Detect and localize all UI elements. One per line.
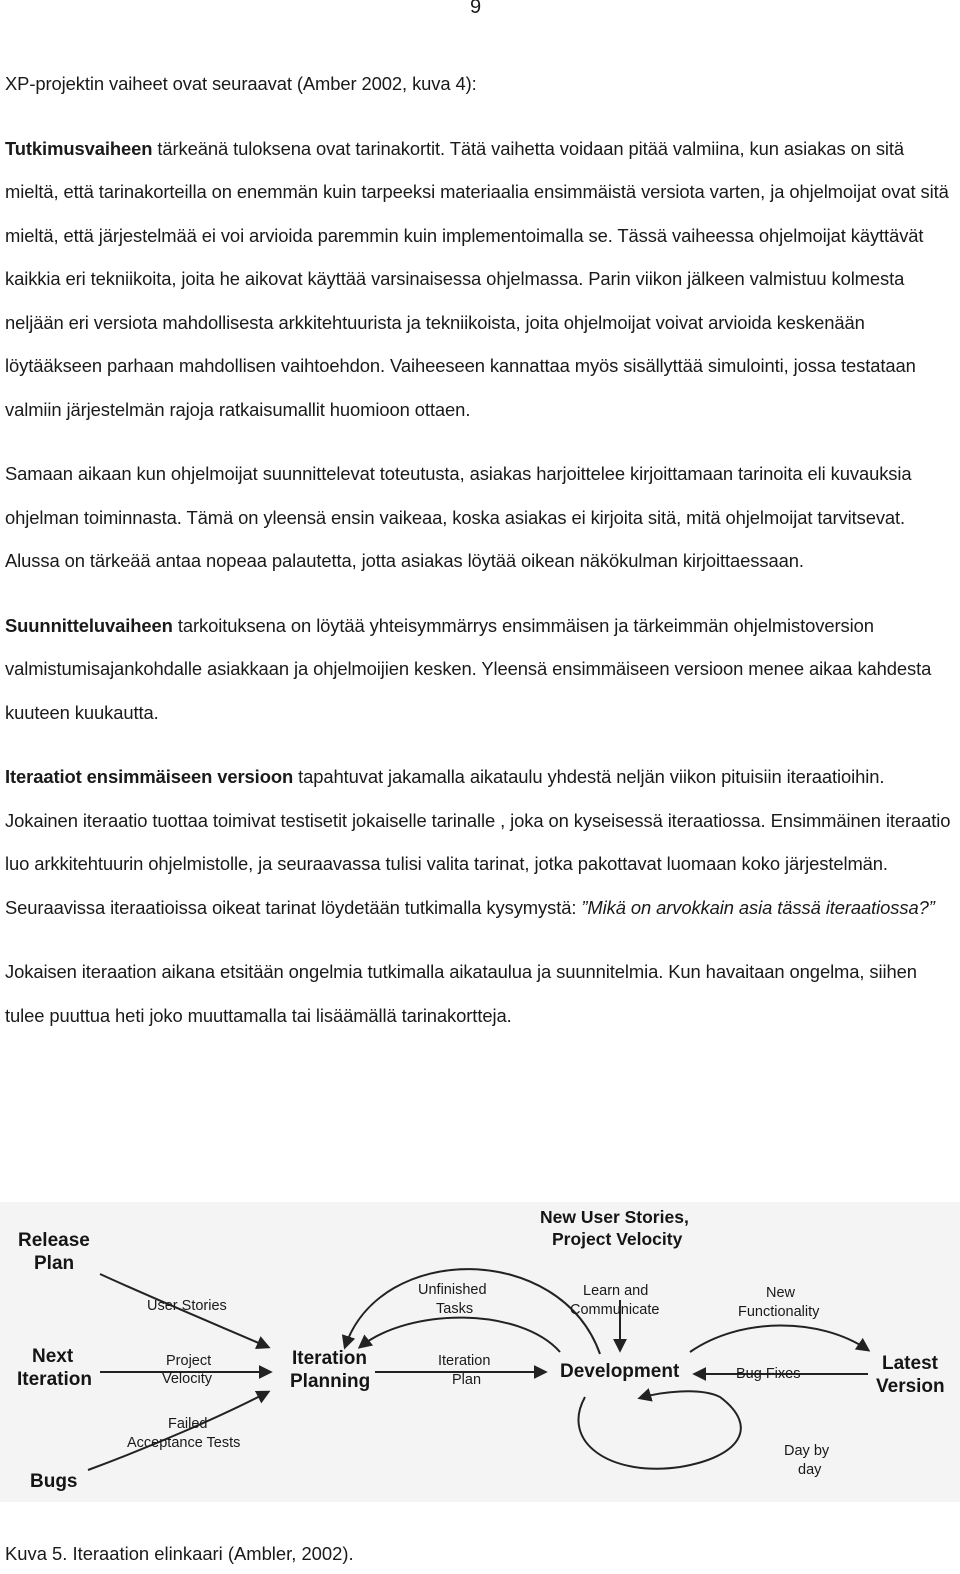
intro-paragraph: XP-projektin vaiheet ovat seuraavat (Amber 2002, kuva 4): xyxy=(5,73,477,94)
paragraph-problems: Jokaisen iteraation aikana etsitään ongelmia tutkimalla aikataulua ja suunnitelmia. Kun havaitaan ongelma, siihen tulee puuttua heti joko muuttamalla tai lisäämällä tarinakortteja. xyxy=(5,961,917,1026)
label-new-stories-line-1: New User Stories, xyxy=(540,1207,689,1227)
node-release-plan-line-1: Release xyxy=(18,1230,90,1251)
label-learn-line-2: Communicate xyxy=(570,1302,660,1318)
label-day-by-day-line-1: Day by xyxy=(784,1443,830,1459)
quoted-question: ”Mikä on arvokkain asia tässä iteraatiossa?” xyxy=(581,896,935,918)
label-bug-fixes: Bug Fixes xyxy=(736,1366,801,1382)
iteration-lifecycle-diagram xyxy=(0,1202,960,1502)
label-failed-tests-line-1: Failed xyxy=(168,1416,208,1432)
arrow-development-to-latest xyxy=(690,1325,868,1352)
paragraph-research-phase xyxy=(5,127,955,432)
paragraph-planning-text: tarkoituksena on löytää yhteisymmärrys ensimmäisen ja tärkeimmän ohjelmistoversion valmistumisajankohdalle asiakkaan ja ohjelmoijien kesken. Yleensä ensimmäiseen versioon menee aikaa kahdesta kuuteen kuukautta. xyxy=(5,614,932,723)
document-body xyxy=(5,62,955,1037)
page-number: 9 xyxy=(470,0,482,18)
arrow-development-to-planning-unfinished xyxy=(360,1318,560,1352)
label-day-by-day-line-2: day xyxy=(798,1462,822,1478)
paragraph-research-text: tärkeänä tuloksena ovat tarinakortit. Tätä vaihetta voidaan pitää valmiina, kun asiakas on sitä mieltä, että tarinakorteilla on enemmän kuin tarpeeksi materiaalia ensimmäistä versiota varten, ja ohjelmoijat ovat sitä mieltä, että järjestelmää ei voi arvioida paremmin kuin implementoimalla se. Tässä vaiheessa ohjelmoijat käyttävät kaikkia eri tekniikoita, joita he aikovat käyttää varsinaisessa ohjelmassa. Parin viikon jälkeen valmistuu kolmesta neljään eri versiota mahdollisesta arkkitehtuurista ja tekniikoista, joita ohjelmoijat voivat arvioida keskenään löytääkseen parhaan mahdollisen vaihtoehdon. Vaiheeseen kannattaa myös sisällyttää simulointi, jossa testataan valmiin järjestelmän rajoja ratkaisumallit huomioon ottaen. xyxy=(5,137,949,420)
node-next-iteration-line-2: Iteration xyxy=(17,1369,92,1390)
iteration-lifecycle-figure xyxy=(0,1202,960,1502)
node-latest-version-line-1: Latest xyxy=(882,1353,938,1374)
node-release-plan-line-2: Plan xyxy=(34,1253,75,1274)
node-next-iteration-line-1: Next xyxy=(32,1346,74,1367)
node-latest-version-line-2: Version xyxy=(876,1376,945,1397)
label-new-stories-line-2: Project Velocity xyxy=(552,1229,683,1249)
paragraph-stories: Samaan aikaan kun ohjelmoijat suunnittelevat toteutusta, asiakas harjoittelee kirjoittamaan tarinoita eli kuvauksia ohjelman toiminnasta. Tämä on yleensä ensin vaikeaa, koska asiakas ei kirjoita sitä, mitä ohjelmoijat tarvitsevat. Alussa on tärkeää antaa nopeaa palautetta, jotta asiakas löytää oikean näkökulman kirjoittaessaan. xyxy=(5,463,912,571)
paragraph-planning-phase xyxy=(5,604,955,735)
label-user-stories: User Stories xyxy=(147,1298,227,1314)
label-failed-tests-line-2: Acceptance Tests xyxy=(127,1435,241,1451)
node-iteration-planning-line-1: Iteration xyxy=(292,1348,367,1369)
paragraph-iterations-text: tapahtuvat jakamalla aikataulu yhdestä neljän viikon pituisiin iteraatioihin. Jokainen iteraatio tuottaa toimivat testisetit jokaiselle tarinalle , joka on kyseisessä iteraatiossa. Ensimmäinen iteraatio luo arkkitehtuurin ohjelmistolle, ja seuraavassa tulisi valita tarinat, jotka pakottavat luomaan koko järjestelmän. Seuraavissa iteraatioissa oikeat tarinat löydetään tutkimalla kysymystä: xyxy=(5,766,951,918)
label-learn-line-1: Learn and xyxy=(583,1283,649,1299)
label-new-functionality-line-2: Functionality xyxy=(738,1304,820,1320)
node-bugs: Bugs xyxy=(30,1471,78,1492)
label-iteration-plan-line-2: Plan xyxy=(452,1372,482,1388)
node-development: Development xyxy=(560,1361,680,1382)
paragraph-iterations xyxy=(5,755,955,929)
day-by-day-loop xyxy=(578,1391,740,1468)
term-iterations: Iteraatiot ensimmäiseen versioon xyxy=(5,766,294,787)
label-new-functionality-line-1: New xyxy=(766,1285,796,1301)
label-project-velocity-line-1: Project xyxy=(166,1353,212,1369)
label-project-velocity-line-2: Velocity xyxy=(162,1371,212,1387)
term-planning-phase: Suunnitteluvaiheen xyxy=(5,614,173,636)
node-iteration-planning-line-2: Planning xyxy=(290,1371,371,1392)
label-unfinished-tasks-line-1: Unfinished xyxy=(418,1282,487,1298)
figure-caption: Kuva 5. Iteraation elinkaari (Ambler, 2002). xyxy=(5,1543,354,1564)
label-unfinished-tasks-line-2: Tasks xyxy=(436,1301,474,1317)
term-research-phase: Tutkimusvaiheen xyxy=(5,137,153,159)
label-iteration-plan-line-1: Iteration xyxy=(438,1353,491,1369)
